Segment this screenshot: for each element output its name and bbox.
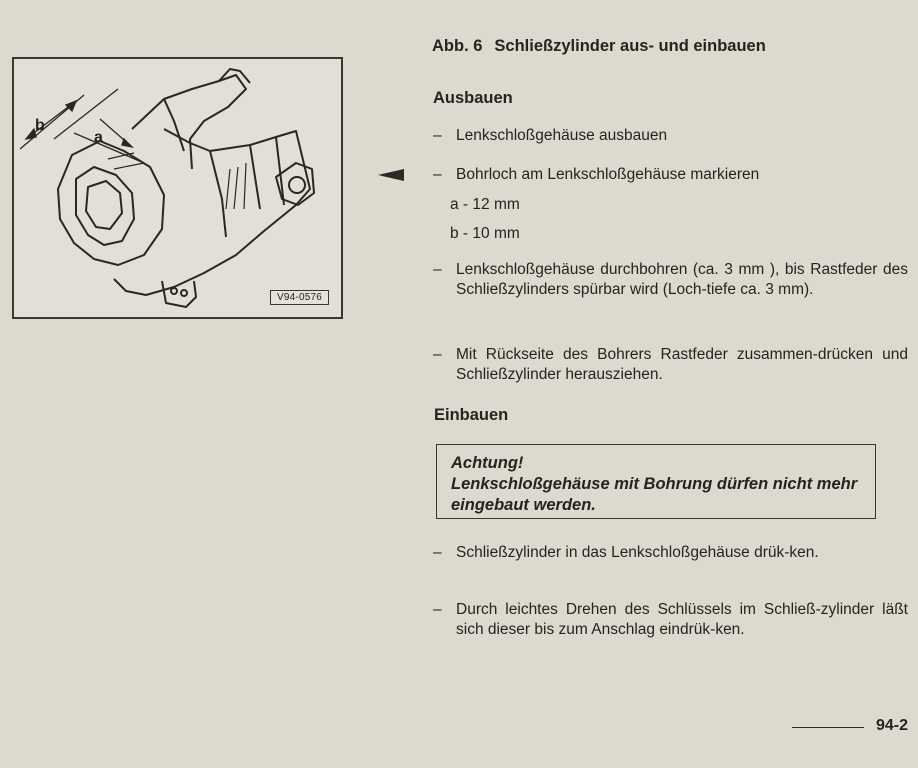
figure-steering-lock — [12, 57, 343, 319]
step-text: Bohrloch am Lenkschloßgehäuse markieren — [456, 166, 760, 183]
warning-box — [436, 444, 876, 519]
list-dash: – — [433, 127, 442, 144]
margin-arrow-icon — [378, 169, 404, 181]
measure-a: a - 12 mm — [450, 196, 520, 213]
warning-title: Achtung! — [451, 454, 524, 472]
dimension-label-a: a — [94, 129, 103, 146]
figure-id: V94-0576 — [270, 290, 329, 305]
heading-install: Einbauen — [434, 406, 509, 424]
list-dash: – — [433, 261, 442, 278]
step-text: Lenkschloßgehäuse ausbauen — [456, 127, 668, 144]
step-text: Mit Rückseite des Bohrers Rastfeder zusammen-drücken und Schließzylinder herausziehen. — [456, 346, 908, 383]
step-text: Lenkschloßgehäuse durchbohren (ca. 3 mm ), bis Rastfeder des Schließzylinders spürbar wird (Loch-tiefe ca. 3 mm). — [456, 261, 908, 298]
footer-rule — [792, 727, 864, 728]
title-text: Schließzylinder aus- und einbauen — [494, 37, 766, 55]
heading-remove: Ausbauen — [433, 89, 513, 107]
page-title — [432, 37, 766, 56]
steering-lock-housing-illustration — [14, 59, 343, 319]
step-text: Durch leichtes Drehen des Schlüssels im Schließ-zylinder läßt sich dieser bis zum Anschlag eindrük-ken. — [456, 601, 908, 638]
figure-number: Abb. 6 — [432, 37, 483, 55]
list-dash: – — [433, 544, 442, 561]
step-text: Schließzylinder in das Lenkschloßgehäuse drük-ken. — [456, 544, 819, 561]
measure-b: b - 10 mm — [450, 225, 520, 242]
list-dash: – — [433, 346, 442, 363]
list-dash: – — [433, 601, 442, 618]
dimension-label-b: b — [35, 117, 45, 134]
list-dash: – — [433, 166, 442, 183]
warning-text: Lenkschloßgehäuse mit Bohrung dürfen nicht mehr eingebaut werden. — [451, 475, 858, 514]
page-number: 94-2 — [876, 717, 909, 734]
